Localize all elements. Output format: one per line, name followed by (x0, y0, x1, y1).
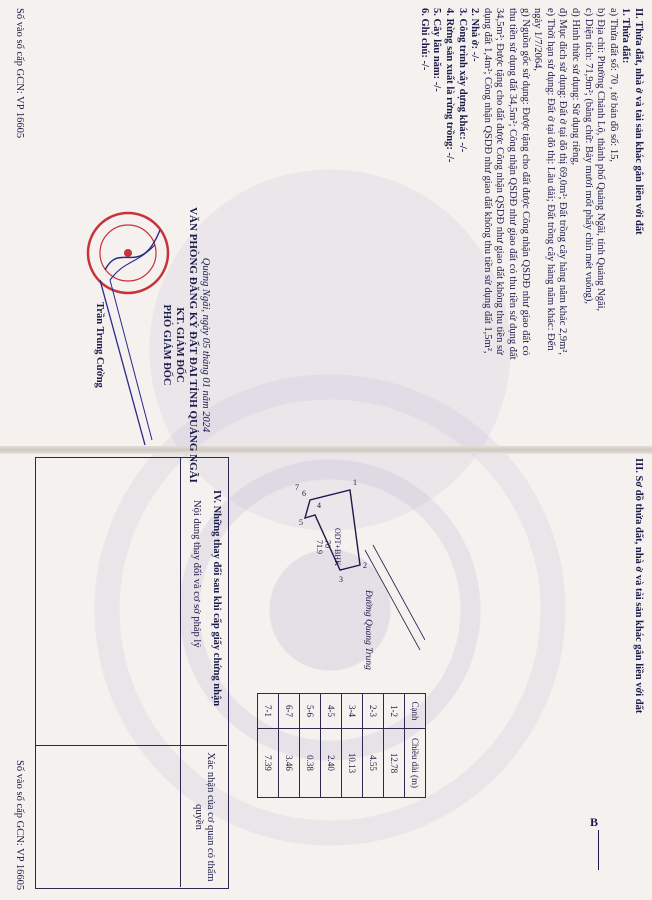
table-cell: 7-1 (258, 694, 279, 729)
section-2-line: 6. Ghi chú: -/- (418, 8, 430, 71)
section-2-line: a) Thửa đất số: 70 , tờ bản đồ số: 15, (607, 8, 619, 162)
section-4-heading: IV. Những thay đổi sau khi cấp giấy chứng nhận (211, 490, 222, 707)
section-2-line: 5. Cây lâu năm: -/- (431, 8, 443, 92)
edge-col-header: Cạnh (405, 694, 426, 729)
table-row (363, 694, 384, 798)
section-2-line: 3. Công trình xây dựng khác: -/- (456, 8, 468, 153)
section-3-heading: III. Sơ đồ thửa đất, nhà ở và tài sản khác gắn liền với đất (633, 458, 644, 714)
section-2-line: g) Nguồn gốc sử dụng: Được tặng cho đất được Công nhận QSDĐ như giao đất có (519, 8, 531, 356)
section-2-text (214, 8, 644, 438)
table-row (258, 694, 279, 798)
table-row (321, 694, 342, 798)
section-2-line: 2. Nhà ở: -/- (469, 8, 481, 62)
parcel-number-label: 70 (323, 540, 332, 548)
serial-number-top: Số vào sổ cấp GCN: VP 16605 (14, 8, 25, 139)
section-4-divider-vertical (180, 457, 181, 887)
signature-org: VĂN PHÒNG ĐĂNG KÝ ĐẤT ĐAI TỈNH QUẢNG NGÃI (187, 207, 199, 483)
north-arrow-line (598, 830, 599, 870)
point-2-label: 2 (363, 561, 367, 570)
section-2-line: ngày 1/7/2064, (532, 8, 544, 71)
area-label: 71.9 (315, 540, 324, 554)
table-cell: 5-6 (300, 694, 321, 729)
section-4-col1: Nội dung thay đổi và cơ sở pháp lý (191, 500, 202, 648)
point-7-label: 7 (295, 483, 299, 492)
section-4-divider (35, 745, 227, 746)
point-3-label: 3 (339, 575, 343, 584)
point-5-label: 5 (299, 518, 303, 527)
point-4-label: 4 (317, 501, 321, 510)
table-cell: 10.13 (342, 729, 363, 798)
north-indicator: B (590, 815, 599, 829)
section-2-lines (417, 8, 631, 438)
section-2-heading: II. Thửa đất, nhà ở và tài sản khác gắn liền với đất (633, 8, 644, 235)
point-1-label: 1 (353, 478, 357, 487)
table-row (279, 694, 300, 798)
section-2-line: thu tiền sử dụng đất 34,5m²; Công nhận QSDĐ như giao đất có thu tiền sử dụng đất (507, 8, 519, 360)
section-2-line: b) Địa chỉ: Phường Chánh Lộ, thành phố Quảng Ngãi, tỉnh Quảng Ngãi, (595, 8, 607, 312)
section-2-line: c) Diện tích: 71,9m²; (bằng chữ: Bảy mươi mốt phẩy chín mét vuông), (582, 8, 594, 304)
section-2-line: 34,5m²; Được tặng cho đất được Công nhận QSDĐ như giao đất không thu tiền sử (494, 8, 506, 355)
signature-title2: PHÓ GIÁM ĐỐC (161, 304, 172, 386)
table-row (342, 694, 363, 798)
serial-number-bottom: Số vào sổ cấp GCN: VP 16605 (14, 760, 25, 891)
table-cell: 4.55 (363, 729, 384, 798)
signer-name: Trần Trung Cường (94, 302, 105, 388)
land-code-label: ODT+BHK (333, 528, 342, 566)
signature-title1: KT. GIÁM ĐỐC (174, 307, 185, 383)
signature-stroke (90, 280, 160, 450)
table-row (300, 694, 321, 798)
length-col-header: Chiều dài (m) (405, 729, 426, 798)
section-2-line: e) Thời hạn sử dụng: Đất ở tại đô thị: Lâu dài; Đất trồng cây hàng năm khác: Đến (544, 8, 556, 351)
table-cell: 3.46 (279, 729, 300, 798)
section-2-line: d) Hình thức sử dụng: Sử dụng riêng, (570, 8, 582, 166)
table-cell: 0.38 (300, 729, 321, 798)
street-name: Đường Quang Trung (363, 590, 373, 670)
table-row (384, 694, 405, 798)
section-4-col2: Xác nhận của cơ quan có thẩm quyền (193, 752, 216, 882)
section-2-line: 4. Rừng sản xuất là rừng trồng: -/- (444, 8, 456, 163)
edge-length-table (257, 693, 426, 798)
table-cell: 3-4 (342, 694, 363, 729)
section-2-line: 1. Thửa đất: (620, 8, 632, 64)
table-cell: 6-7 (279, 694, 300, 729)
table-cell: 2-3 (363, 694, 384, 729)
table-cell: 4-5 (321, 694, 342, 729)
point-6-label: 6 (302, 489, 306, 498)
parcel-diagram (255, 470, 425, 650)
table-cell: 12.78 (384, 729, 405, 798)
table-cell: 7.39 (258, 729, 279, 798)
section-2-line: đ) Mục đích sử dụng: Đất ở tại đô thị 69,0m²; Đất trồng cây hàng năm khác 2,9m², (557, 8, 569, 356)
signature-date: Quảng Ngãi, ngày 05 tháng 01 năm 2024 (200, 257, 211, 433)
table-cell: 1-2 (384, 694, 405, 729)
table-cell: 2.40 (321, 729, 342, 798)
section-2-line: dụng đất 1,4m²; Công nhận QSDĐ như giao đất không thu tiền sử dụng đất 1,5m², (481, 8, 493, 354)
